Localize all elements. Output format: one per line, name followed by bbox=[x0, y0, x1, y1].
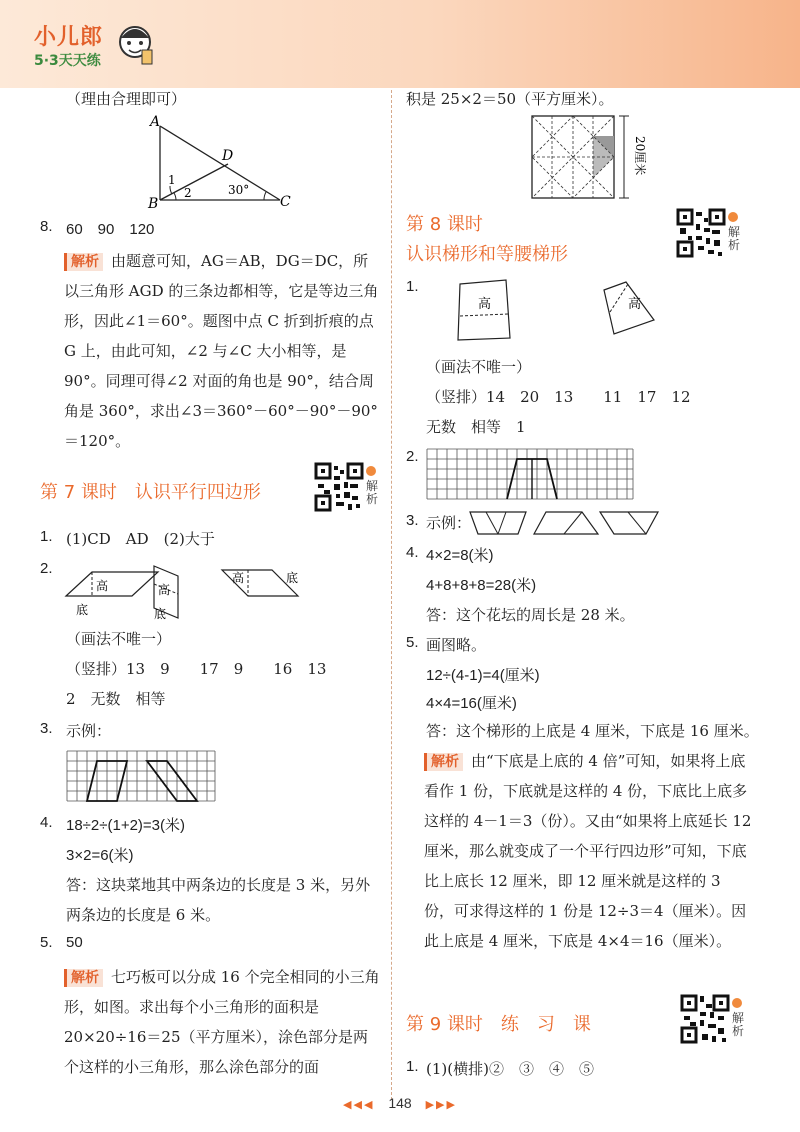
label-A: A bbox=[150, 114, 161, 130]
l8-q1-row1: （竖排）14 20 13 11 17 12 bbox=[426, 388, 691, 406]
l8-q4-line2: 4+8+8+8=28(米) bbox=[426, 577, 537, 594]
l7-q2-number: 2. bbox=[40, 560, 53, 577]
qr-code-icon[interactable] bbox=[680, 994, 730, 1044]
qr-label: 解析 bbox=[732, 1011, 745, 1038]
column-divider bbox=[391, 90, 392, 1100]
mascot-icon bbox=[116, 20, 154, 68]
tangram-figure bbox=[530, 112, 647, 206]
lesson8-title-line1: 第 8 课时 bbox=[406, 214, 483, 235]
l7-q1-number: 1. bbox=[40, 528, 53, 545]
label-C: C bbox=[280, 194, 291, 210]
l8-q5-line1: 画图略。 bbox=[426, 636, 487, 654]
fig3-di: 底 bbox=[286, 571, 299, 585]
prev-arrows-icon: ◀◀◀ bbox=[343, 1099, 375, 1111]
fig2-gao: 高 bbox=[628, 297, 642, 312]
l7-q4-line1: 18÷2÷(1+2)=3(米) bbox=[66, 817, 186, 834]
parse-badge: 解析 bbox=[64, 969, 103, 987]
reason-note: （理由合理即可） bbox=[66, 90, 187, 108]
parse-badge: 解析 bbox=[64, 253, 103, 271]
l7-q4-number: 4. bbox=[40, 814, 53, 831]
label-D: D bbox=[222, 148, 234, 164]
l7-q4-line2: 3×2=6(米) bbox=[66, 847, 134, 864]
fig2-di: 底 bbox=[154, 607, 167, 621]
l8-q3-number: 3. bbox=[406, 512, 419, 529]
l7-q1-answer: (1)CD AD (2)大于 bbox=[66, 530, 215, 548]
next-arrows-icon: ▶▶▶ bbox=[425, 1099, 457, 1111]
series-name: 5·3天天练 bbox=[34, 53, 101, 69]
l7-q2-note: （画法不唯一） bbox=[66, 630, 172, 648]
q8-parse-block bbox=[64, 246, 382, 456]
trapezoid-split-figures bbox=[468, 508, 668, 538]
l7-q5-parse-block bbox=[64, 962, 382, 1082]
l7-q2-row2: 2 无数 相等 bbox=[66, 690, 166, 708]
fig3-gao: 高 bbox=[232, 571, 245, 585]
qr-label: 解析 bbox=[366, 479, 379, 506]
fig2-gao: 高 bbox=[158, 583, 171, 597]
qr-code-icon[interactable] bbox=[314, 462, 364, 512]
qr-arrow-icon bbox=[366, 466, 376, 476]
label-angle30: 30° bbox=[228, 183, 250, 197]
label-B: B bbox=[148, 196, 159, 212]
l8-q1-row2: 无数 相等 1 bbox=[426, 418, 526, 436]
cont-line: 积是 25×2＝50（平方厘米）。 bbox=[406, 90, 614, 108]
l7-q3-number: 3. bbox=[40, 720, 53, 737]
tangram-size-label: 20厘米 bbox=[633, 136, 647, 176]
label-angle1: 1 bbox=[168, 173, 176, 187]
l8-q2-grid bbox=[426, 448, 636, 500]
qr-code-icon[interactable] bbox=[676, 208, 726, 258]
l7-q5-number: 5. bbox=[40, 934, 53, 951]
l7-q4-line3: 答：这块菜地其中两条边的长度是 3 米，另外两条边的长度是 6 米。 bbox=[66, 876, 371, 924]
l8-q5-line3: 4×4=16(厘米) bbox=[426, 695, 517, 712]
l8-q1-number: 1. bbox=[406, 278, 419, 295]
fig1-gao: 高 bbox=[96, 579, 109, 593]
l8-q5-parse-text: 由“下底是上底的 4 倍”可知，如果将上底看作 1 份，下底就是这样的 4 份，下底比上底多这样的 4－1＝3（份）。又由“如果将上底延长 12 厘米，那么就变成了一个平行四边形”可知，下底比上底长 12 厘米，即 12 厘米就是这样的 3 份，可求得这样的 1 份是 12÷3＝4（厘米）。因此上底是 4 厘米，下底是 4×4＝16（厘米）。 bbox=[424, 752, 752, 950]
fig1-di: 底 bbox=[76, 603, 89, 617]
parse-badge: 解析 bbox=[424, 753, 463, 771]
lesson9-title: 第 9 课时 练 习 课 bbox=[406, 1014, 591, 1035]
page-number: 148 bbox=[388, 1095, 412, 1111]
qr-arrow-icon bbox=[732, 998, 742, 1008]
l8-q5-line4: 答：这个梯形的上底是 4 厘米，下底是 16 厘米。 bbox=[426, 722, 759, 740]
l7-q5-answer: 50 bbox=[66, 934, 83, 951]
l7-q2-row1: （竖排）13 9 17 9 16 13 bbox=[66, 660, 327, 678]
page-footer bbox=[0, 1095, 800, 1111]
fig1-gao: 高 bbox=[478, 297, 492, 312]
l8-q4-number: 4. bbox=[406, 544, 419, 561]
brand-name: 小儿郎 bbox=[34, 25, 104, 50]
l9-q1-number: 1. bbox=[406, 1058, 419, 1075]
qr-label: 解析 bbox=[728, 225, 741, 252]
brand-logo bbox=[30, 18, 160, 78]
parallelogram-figures bbox=[62, 562, 312, 622]
l7-q3-text: 示例： bbox=[66, 722, 112, 740]
l8-q4-line1: 4×2=8(米) bbox=[426, 547, 494, 564]
l8-q1-note: （画法不唯一） bbox=[426, 358, 532, 376]
l9-q1-answer: (1)(横排)② ③ ④ ⑤ bbox=[426, 1060, 594, 1078]
l8-q4-line3: 答：这个花坛的周长是 28 米。 bbox=[426, 606, 635, 624]
q8-parse-text: 由题意可知，AG＝AB，DG＝DC，所以三角形 AGD 的三条边都相等，它是等边三角形，因此∠1＝60°。题图中点 C 折到折痕的点 G 上，由此可知，∠2 与∠C 大小相等，是 90°。同理可得∠2 对面的角也是 90°，结合周角是 360°，求出∠3＝360°－60°－90°－90°＝120°。 bbox=[64, 252, 379, 450]
l8-q5-number: 5. bbox=[406, 634, 419, 651]
l8-q5-line2: 12÷(4-1)=4(厘米) bbox=[426, 667, 540, 684]
l8-q3-text: 示例： bbox=[426, 514, 472, 532]
q8-answer: 60 90 120 bbox=[66, 221, 155, 238]
label-angle2: 2 bbox=[184, 186, 192, 200]
lesson8-title-line2: 认识梯形和等腰梯形 bbox=[406, 244, 568, 265]
l7-q5-parse-text: 七巧板可以分成 16 个完全相同的小三角形，如图。求出每个小三角形的面积是 20×20÷16＝25（平方厘米），涂色部分是两个这样的小三角形，那么涂色部分的面 bbox=[64, 968, 380, 1076]
triangle-figure bbox=[140, 112, 300, 212]
qr-arrow-icon bbox=[728, 212, 738, 222]
lesson7-title: 第 7 课时 认识平行四边形 bbox=[40, 482, 261, 503]
l8-q2-number: 2. bbox=[406, 448, 419, 465]
l7-q3-grid bbox=[66, 750, 216, 802]
l8-q5-parse-block bbox=[424, 746, 754, 956]
trapezoid-figures bbox=[450, 276, 670, 346]
q8-number: 8. bbox=[40, 218, 53, 235]
